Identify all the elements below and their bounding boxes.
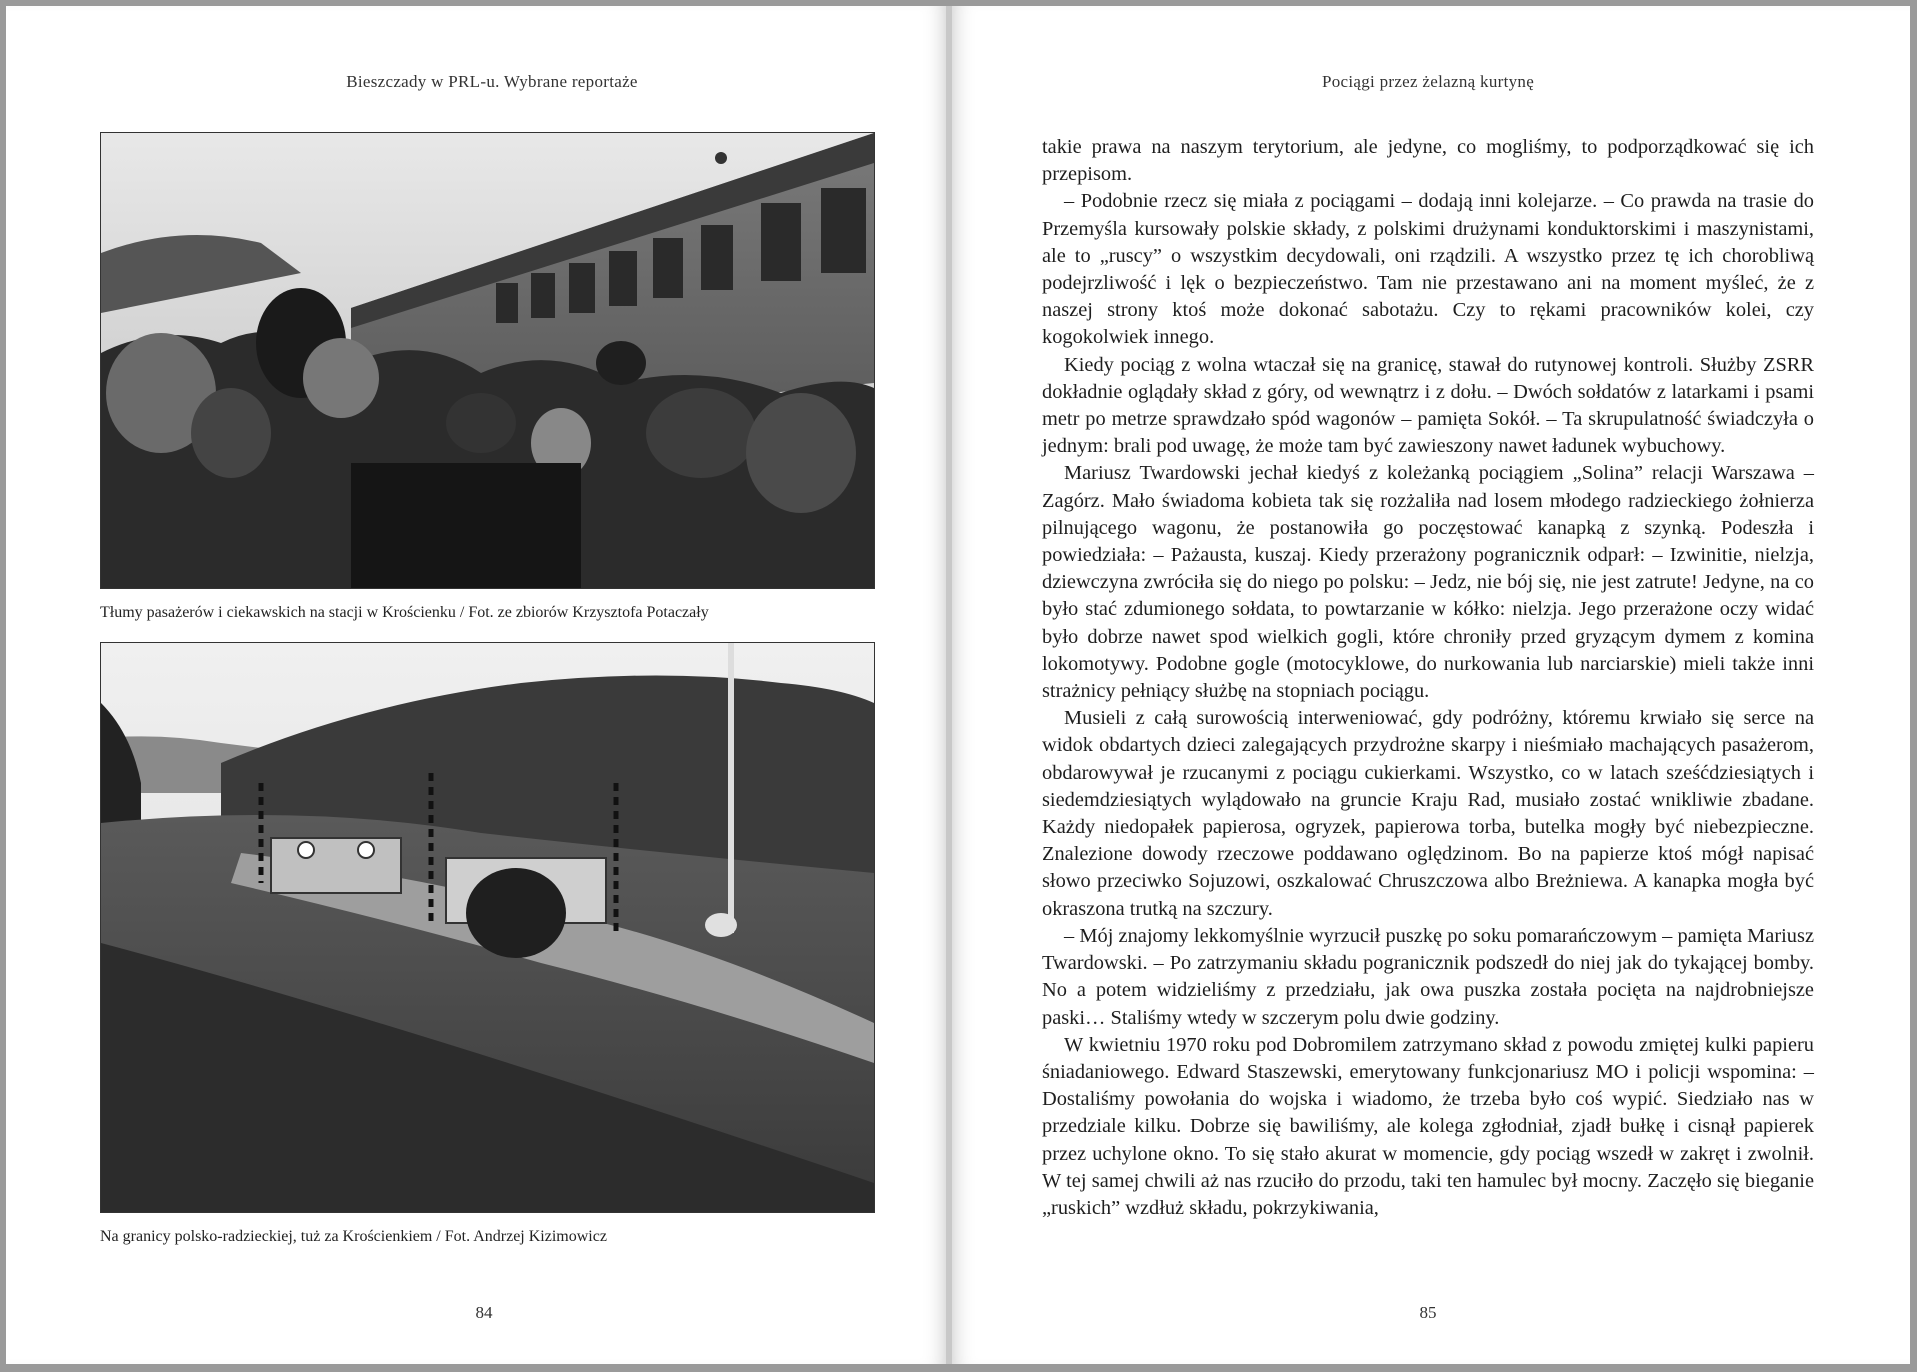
paragraph: Kiedy pociąg z wolna wtaczał się na granicę, stawał do rutynowej kontroli. Służby ZSRR dokładnie oglądały skład z góry, od wewnątrz i z dołu. – Dwóch sołdatów z latarkami i psami metr po metrze sprawdzało spód wagonów – pamięta Sokół. – Ta skrupulatność świadczyła o jednym: brali pod uwagę, że może tam być zawieszony nawet ładunek wybuchowy.	[1042, 353, 1814, 458]
left-page	[6, 6, 946, 1364]
photo-border-image	[101, 643, 874, 1212]
photo-border-crossing	[100, 642, 875, 1213]
photo-crowd-train-image	[101, 133, 874, 588]
paragraph: takie prawa na naszym terytorium, ale jedyne, co mogliśmy, to podporządkować się ich przepisom.	[1042, 136, 1814, 186]
body-text	[1042, 134, 1814, 1222]
running-head-right: Pociągi przez żelazną kurtynę	[1321, 72, 1535, 91]
paragraph: – Mój znajomy lekkomyślnie wyrzucił puszkę po soku pomarańczowym – pamięta Mariusz Twardowski. – Po zatrzymaniu składu pogranicznik podszedł do niej jak do tykającej bomby. No a potem widzieliśmy z przedziału, jak owa puszka została pocięta na najdrobniejsze paski… Staliśmy wtedy w szczerym polu dwie godziny.	[1042, 924, 1814, 1029]
photo-caption-1: Tłumy pasażerów i ciekawskich na stacji w Krościenku / Fot. ze zbiorów Krzysztofa Potaczały	[100, 604, 709, 621]
page-number-right: 85	[1419, 1303, 1437, 1322]
paragraph: Musieli z całą surowością interweniować, gdy podróżny, któremu krwiało się serce na widok obdartych dzieci zalegających przydrożne skarpy i nieśmiało machających pasażerom, obdarowywał je rzucanymi z pociągu cukierkami. Wszystko, co w latach sześćdziesiątych i siedemdziesiątych wylądowało na gruncie Kraju Rad, musiało zostać wnikliwie zbadane. Każdy niedopałek papierosa, ogryzek, papierowa torba, butelka mogły być niebezpieczne. Znalezione dowody rzeczowe poddawano oględzinom. Bo na papierze ktoś mógł napisać słowo przeciwko Sojuzowi, oszkalować Chruszczowa albo Breżniewa. A kanapka mogła być okraszona trutką na szczury.	[1042, 707, 1814, 920]
paragraph: Mariusz Twardowski jechał kiedyś z koleżanką pociągiem „Solina” relacji Warszawa – Zagórz. Mało świadoma kobieta tak się rozżaliła nad losem młodego radzieckiego żołnierza pilnującego wagonu, że postanowiła go poczęstować kanapką z szynką. Podeszła i powiedziała: – Pażausta, kuszaj. Kiedy przerażony pogranicznik odparł: – Izwinitie, nielzja, dziewczyna zwróciła się do niego po polsku: – Jedz, nie bój się, nie jest zatrute! Jedyne, na co było stać zdumionego sołdata, to powtarzanie w kółko: nielzja. Jego przerażone oczy widać było dobrze nawet spod wielkich gogli, które chroniły przed gryzącym dymem z komina lokomotywy. Podobne gogle (motocyklowe, do nurkowania lub narciarskie) mieli także inni strażnicy pełniący służbę na stopniach pociągu.	[1042, 462, 1814, 703]
photo-crowd-at-train	[100, 132, 875, 589]
page-number-left: 84	[475, 1303, 493, 1322]
paragraph: W kwietniu 1970 roku pod Dobromilem zatrzymano skład z powodu zmiętej kulki papieru śniadaniowego. Edward Staszewski, emerytowany funkcjonariusz MO i policji wspomina: – Dostaliśmy powołania do wojska i wiadomo, że trzeba było coś wypić. Siedziało nas w przedziale kilku. Dobrze się bawiliśmy, ale kolega zgłodniał, zjadł bułkę i cisnął papierek przez uchylone okno. To się stało akurat w momencie, gdy pociąg wszedł w zakręt i zwolnił. W tej samej chwili aż nas rzuciło do przodu, taki ten hamulec był mocny. Zaczęło się bieganie „ruskich” wzdłuż składu, pokrzykiwania,	[1042, 1033, 1814, 1219]
running-head-left: Bieszczady w PRL-u. Wybrane reportaże	[346, 72, 638, 91]
paragraph: – Podobnie rzecz się miała z pociągami – dodają inni kolejarze. – Co prawda na trasie do Przemyśla kursowały polskie składy, z polskimi drużynami konduktorskimi i maszynistami, ale to „ruscy” o wszystkim decydowali, oni rządzili. A wszystko przez tę ich chorobliwą podejrzliwość i lęk o bezpieczeństwo. Tam nie przestawano ani na moment myśleć, że z naszej strony ktoś może dokonać sabotażu. Czy to rękami pracowników kolei, czy kogokolwiek innego.	[1042, 190, 1814, 349]
right-page	[952, 6, 1910, 1364]
photo-caption-2: Na granicy polsko-radzieckiej, tuż za Krościenkiem / Fot. Andrzej Kizimowicz	[100, 1228, 607, 1245]
